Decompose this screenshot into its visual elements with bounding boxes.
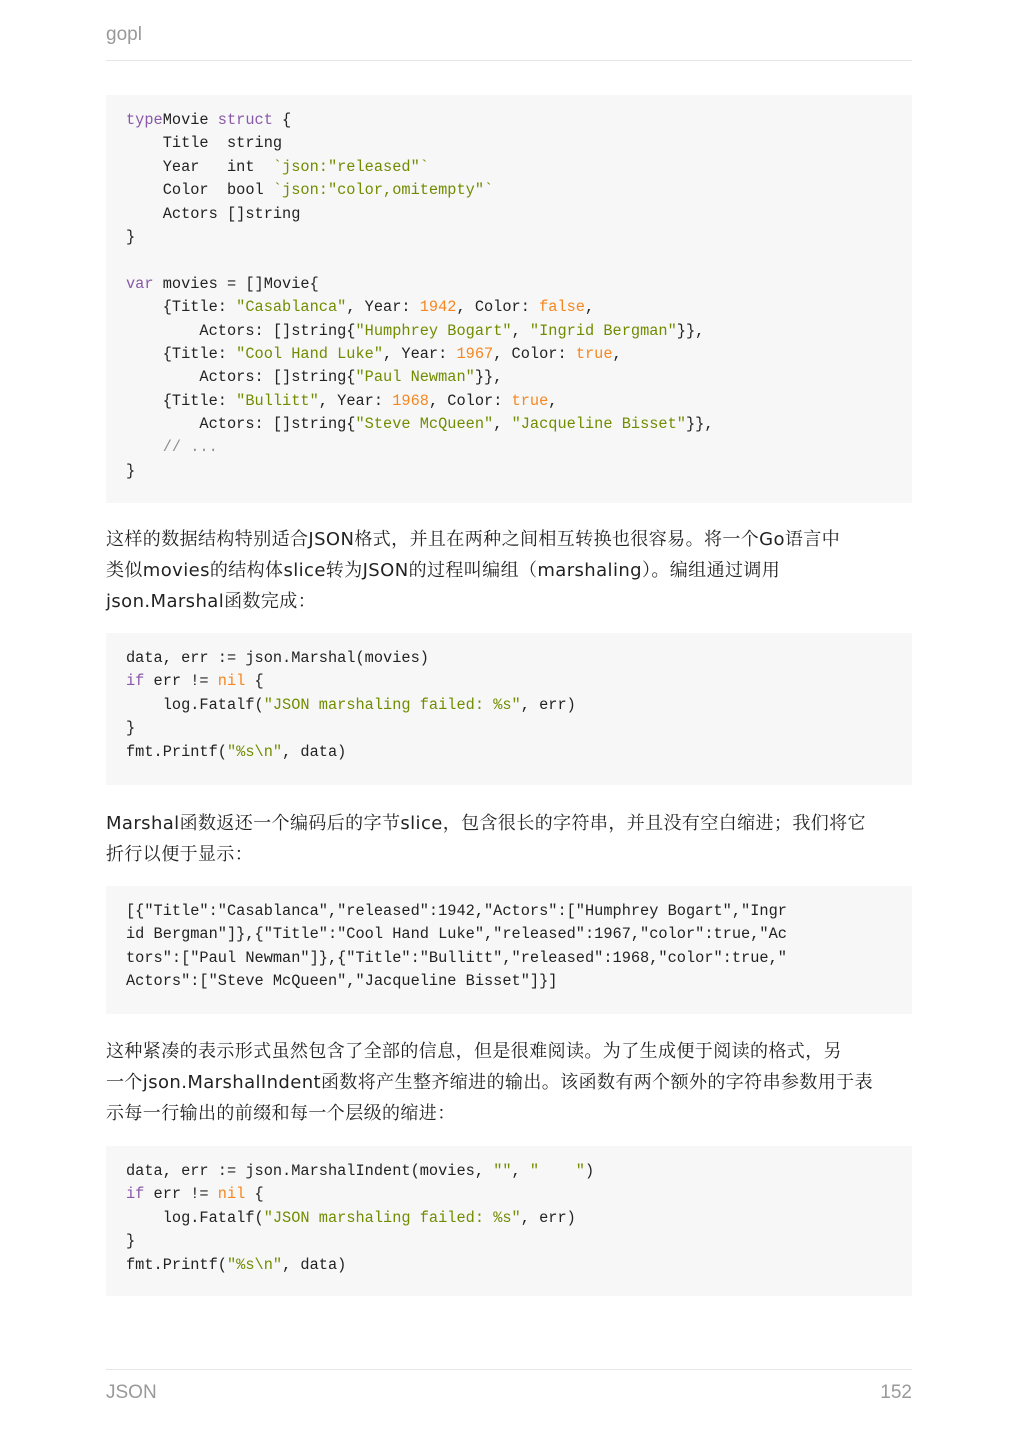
code-token: , err) [520, 1208, 576, 1227]
code-token: 1967 [456, 344, 494, 363]
code-token: ) [584, 1162, 595, 1180]
code-token: , [612, 344, 622, 363]
code-line [126, 366, 892, 389]
code-token: "%s\n" [226, 742, 283, 761]
paragraph-line: 这样的数据结构特别适合JSON格式，并且在两种之间相互转换也很容易。将一个Go语言中 [106, 529, 841, 550]
code-line [126, 460, 892, 483]
code-token: true [575, 344, 613, 363]
code-token: }}, [685, 415, 714, 434]
code-token: {Title: [126, 298, 237, 317]
code-line [126, 1254, 892, 1277]
code-token: , Color: [428, 391, 512, 410]
code-line [126, 179, 892, 202]
code-token: } [126, 461, 136, 480]
code-token: , Year: [346, 298, 420, 317]
code-token: {Title: [126, 391, 237, 410]
code-token: { [272, 111, 292, 129]
code-line [126, 1183, 892, 1206]
code-block-movie-struct [106, 95, 912, 503]
code-token: movies = []Movie{ [153, 274, 319, 293]
code-line [126, 203, 892, 226]
code-token: false [539, 298, 585, 317]
code-token: type [126, 111, 163, 129]
code-token: "%s\n" [226, 1255, 283, 1274]
code-token: // ... [126, 438, 218, 457]
code-line [126, 647, 892, 670]
code-token: "Bullitt" [236, 391, 319, 410]
code-token: "JSON marshaling failed: %s" [263, 1208, 521, 1227]
code-token: tors":["Paul Newman"]},{"Title":"Bullitt","released":1968,"color":true," [126, 948, 787, 967]
code-line [126, 320, 892, 343]
code-token: `json:"released"` [272, 157, 429, 176]
code-line [126, 343, 892, 366]
code-line [126, 226, 892, 249]
code-token: Actors []string [126, 204, 301, 223]
code-line [126, 741, 892, 764]
code-token: 1942 [419, 298, 457, 317]
code-token: fmt.Printf( [126, 1255, 227, 1274]
code-token: "Casablanca" [236, 298, 347, 317]
code-token: nil [217, 672, 246, 691]
code-token: err != [144, 1185, 218, 1204]
code-token: , Year: [318, 391, 393, 410]
code-token: {Title: [126, 344, 237, 363]
code-line [126, 717, 892, 740]
code-token: true [511, 391, 549, 410]
code-token: }}, [676, 321, 705, 340]
code-token: { [245, 672, 264, 691]
code-token: Actors: []string{ [126, 415, 356, 434]
code-line [126, 436, 892, 459]
code-token: Actors: []string{ [126, 368, 356, 387]
code-line [126, 947, 892, 970]
code-token: "Cool Hand Luke" [236, 344, 384, 363]
paragraph-line: json.Marshal函数完成： [106, 591, 317, 612]
code-token: , Color: [456, 298, 540, 317]
book-title: gopl [106, 24, 142, 45]
code-token: nil [217, 1185, 246, 1204]
code-token: } [126, 719, 136, 738]
code-token: , Color: [493, 344, 576, 363]
code-token: "Paul Newman" [355, 368, 475, 387]
paragraph-line: 示每一行输出的前缀和每一个层级的缩进： [106, 1103, 456, 1124]
code-line [126, 900, 892, 923]
header-divider [106, 60, 912, 61]
paragraph-marshal-indent-intro [106, 1036, 912, 1129]
paragraph-marshal-output-note [106, 808, 912, 870]
paragraph-line: 这种紧凑的表示形式虽然包含了全部的信息，但是很难阅读。为了生成便于阅读的格式，另 [106, 1041, 842, 1062]
code-token: [{"Title":"Casablanca","released":1942,"Actors":["Humphrey Bogart","Ingr [126, 902, 787, 920]
code-token: Year int [126, 157, 273, 176]
code-line [126, 156, 892, 179]
code-token: fmt.Printf( [126, 742, 227, 761]
code-block-json-output [106, 886, 912, 1014]
code-line [126, 390, 892, 413]
code-token: id Bergman"]},{"Title":"Cool Hand Luke","released":1967,"color":true,"Ac [126, 925, 787, 944]
code-token: } [126, 227, 136, 246]
code-token: } [126, 1232, 136, 1251]
code-token: err != [144, 672, 218, 691]
code-token: }}, [474, 368, 503, 387]
code-token: Actors: []string{ [126, 321, 356, 340]
code-token: 1968 [392, 391, 429, 410]
code-line [126, 296, 892, 319]
code-line [126, 670, 892, 693]
paragraph-line: 类似movies的结构体slice转为JSON的过程叫编组（marshaling）。编组通过调用 [106, 560, 781, 581]
code-token: if [126, 1185, 145, 1204]
code-token: var [126, 274, 154, 293]
paragraph-line: 折行以便于显示： [106, 844, 254, 865]
code-token: , data) [282, 742, 347, 761]
code-token: Movie [162, 111, 218, 129]
code-block-json-marshal [106, 633, 912, 785]
code-token: data, err := json.Marshal(movies) [126, 649, 429, 667]
code-token: if [126, 672, 145, 691]
code-token: , [511, 1162, 530, 1180]
code-token: , data) [282, 1255, 347, 1274]
code-token: log.Fatalf( [126, 695, 264, 714]
code-token: , [585, 298, 595, 317]
code-token: , Year: [383, 344, 457, 363]
code-line [126, 132, 892, 155]
paragraph-line: 一个json.MarshalIndent函数将产生整齐缩进的输出。该函数有两个额外的字符串参数用于表 [106, 1072, 873, 1093]
code-token: "Humphrey Bogart" [355, 321, 512, 340]
code-block-json-marshal-indent [106, 1146, 912, 1296]
code-line [126, 109, 892, 132]
footer-divider [106, 1369, 912, 1370]
code-token: , [548, 391, 558, 410]
code-token: Title string [126, 134, 283, 153]
code-token: struct [217, 111, 273, 129]
code-token: , [511, 321, 530, 340]
code-token: data, err := json.MarshalIndent(movies, [126, 1162, 494, 1180]
code-token: "Ingrid Bergman" [529, 321, 677, 340]
code-line [126, 1230, 892, 1253]
code-token: `json:"color,omitempty"` [272, 181, 494, 200]
code-line [126, 970, 892, 993]
chapter-name: JSON [106, 1382, 157, 1403]
code-token: Color bool [126, 181, 273, 200]
code-token: "JSON marshaling failed: %s" [263, 695, 521, 714]
code-line [126, 249, 892, 272]
code-line [126, 273, 892, 296]
code-line [126, 923, 892, 946]
code-token: , err) [520, 695, 576, 714]
code-token: , [493, 415, 512, 434]
code-line [126, 413, 892, 436]
code-line [126, 694, 892, 717]
code-token: Actors":["Steve McQueen","Jacqueline Bisset"]}] [126, 972, 558, 991]
page-number: 152 [880, 1382, 912, 1403]
code-token: "Steve McQueen" [355, 415, 494, 434]
code-line [126, 1160, 892, 1183]
code-token: "" [493, 1162, 512, 1180]
paragraph-json-marshaling-intro [106, 524, 912, 617]
code-token: { [245, 1185, 264, 1204]
code-token: log.Fatalf( [126, 1208, 264, 1227]
code-line [126, 1207, 892, 1230]
code-token: " " [529, 1162, 585, 1180]
paragraph-line: Marshal函数返还一个编码后的字节slice，包含很长的字符串，并且没有空白缩进；我们将它 [106, 813, 866, 834]
code-token: "Jacqueline Bisset" [511, 415, 686, 434]
